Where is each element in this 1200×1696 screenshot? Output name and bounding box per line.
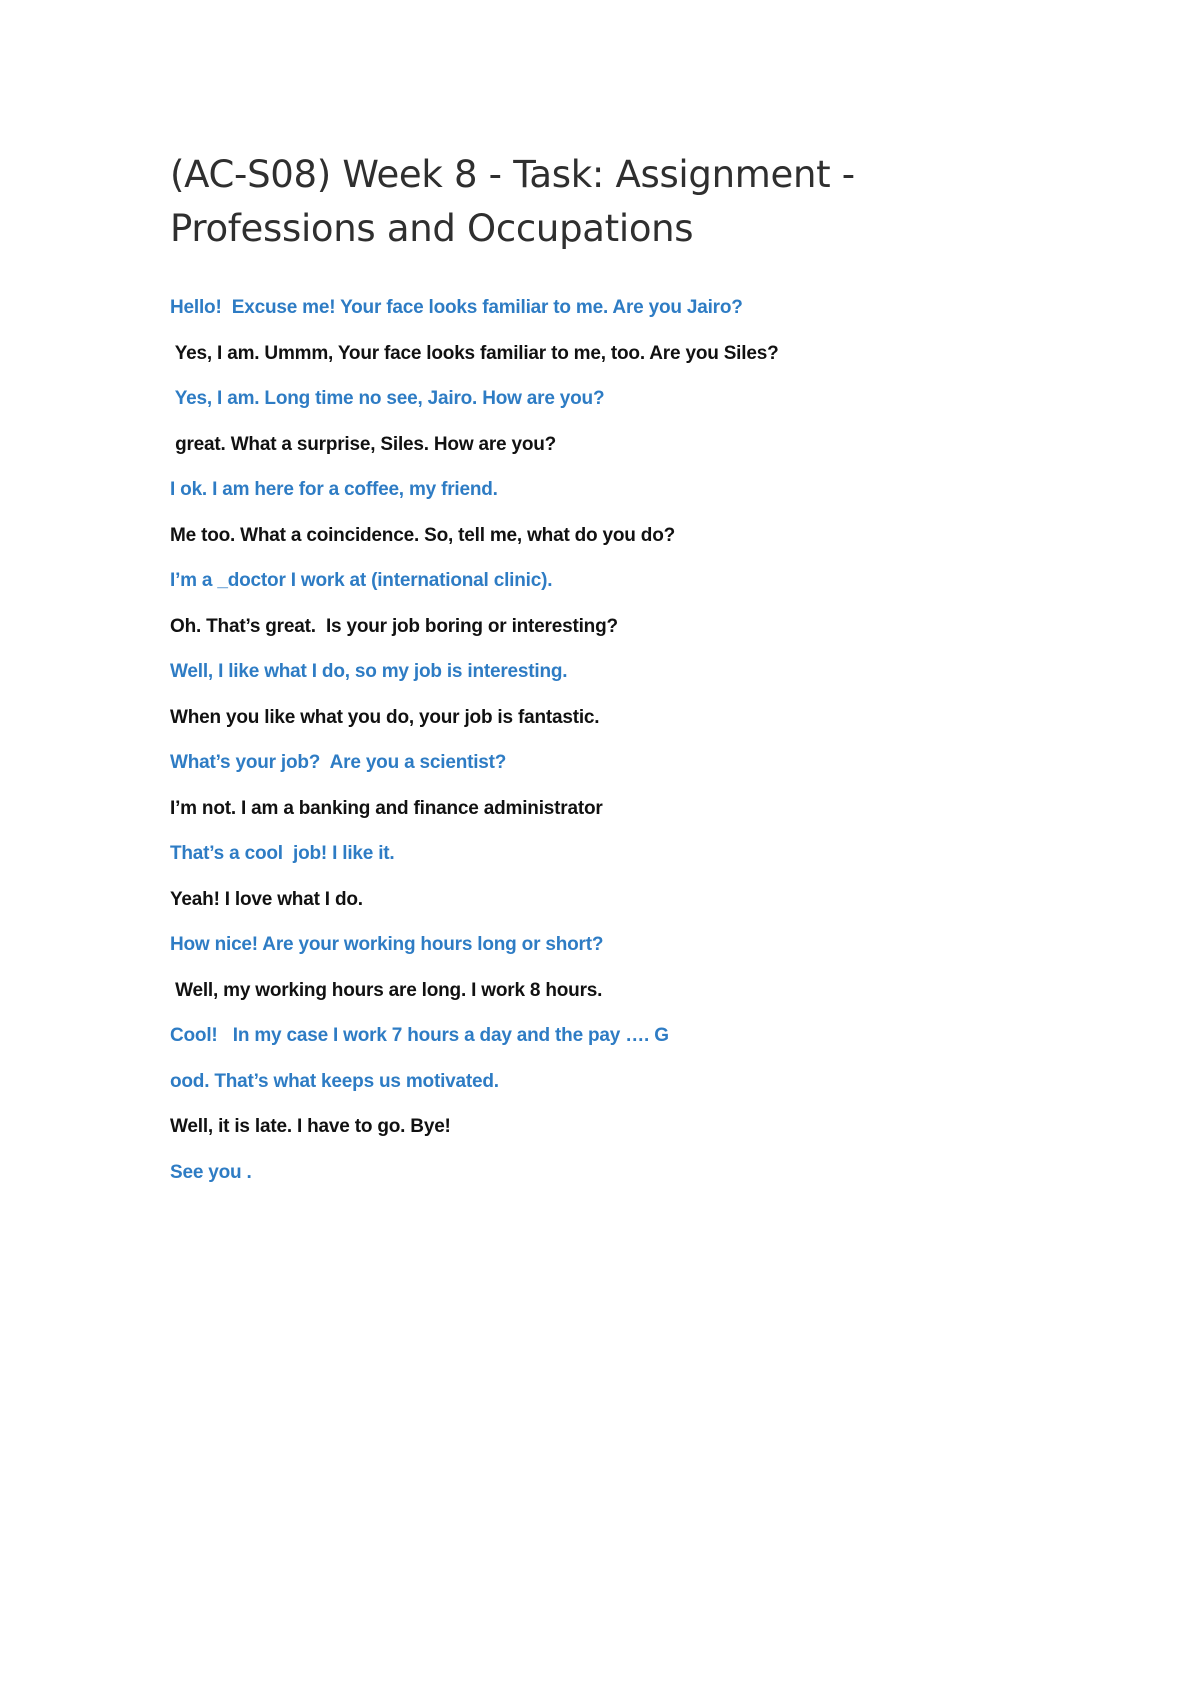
dialogue-line: When you like what you do, your job is fantastic. [170, 706, 600, 728]
dialogue-line: Well, my working hours are long. I work 8 hours. [170, 979, 603, 1001]
dialogue-line: Oh. That’s great. Is your job boring or interesting? [170, 615, 618, 637]
dialogue-line: I’m not. I am a banking and finance administrator [170, 797, 603, 819]
dialogue-line: Cool! In my case I work 7 hours a day and the pay …. G [170, 1025, 669, 1046]
dialogue-line: Well, it is late. I have to go. Bye! [170, 1116, 451, 1137]
dialogue-line: Yes, I am. Ummm, Your face looks familiar to me, too. Are you Siles? [170, 342, 779, 364]
dialogue-line: I’m a _doctor I work at (international clinic). [170, 570, 553, 591]
dialogue-line: Hello! Excuse me! Your face looks familiar to me. Are you Jairo? [170, 297, 743, 318]
dialogue-line: Yeah! I love what I do. [170, 888, 363, 910]
title-line-1: (AC-S08) Week 8 - Task: Assignment - [170, 153, 855, 196]
dialogue-line: Me too. What a coincidence. So, tell me, what do you do? [170, 524, 676, 546]
dialogue-line: That’s a cool job! I like it. [170, 843, 395, 864]
dialogue-line: Yes, I am. Long time no see, Jairo. How are you? [170, 388, 605, 409]
title-line-2: Professions and Occupations [170, 207, 694, 250]
dialogue-line: How nice! Are your working hours long or short? [170, 934, 604, 955]
dialogue-line: I ok. I am here for a coffee, my friend. [170, 479, 498, 500]
document-title [170, 148, 930, 256]
dialogue-line: Well, I like what I do, so my job is interesting. [170, 661, 568, 682]
dialogue-line: great. What a surprise, Siles. How are you? [170, 433, 557, 455]
dialogue-line: What’s your job? Are you a scientist? [170, 752, 507, 773]
dialogue-line: See you . [170, 1161, 252, 1183]
dialogue-line: ood. That’s what keeps us motivated. [170, 1070, 499, 1092]
dialogue-list [170, 290, 1070, 1200]
